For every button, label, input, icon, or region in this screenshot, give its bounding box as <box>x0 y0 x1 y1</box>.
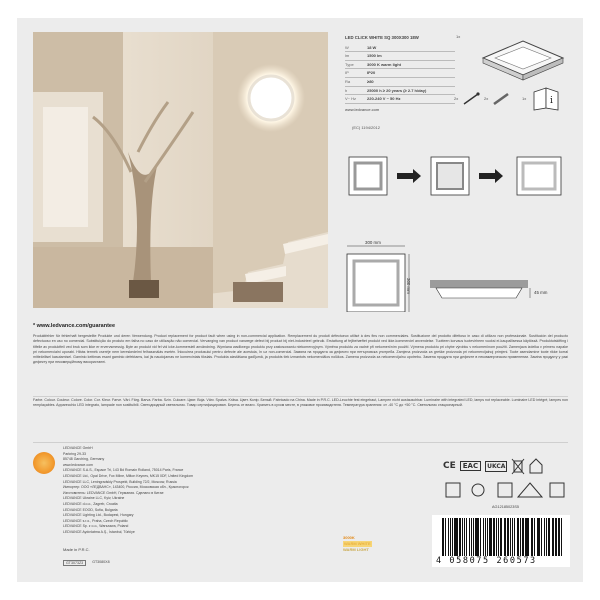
barcode-bar <box>514 518 515 556</box>
certification-marks <box>443 455 569 477</box>
spec-row-cri: Ra ≥80 <box>345 78 455 87</box>
box-main-qty: 1x <box>456 34 461 39</box>
barcode-bar <box>507 518 509 556</box>
interior-photo <box>33 32 328 308</box>
specs-url: www.ledvance.com <box>345 106 380 112</box>
ce-mark: CE <box>443 461 456 471</box>
symbol-icons-row <box>444 481 568 499</box>
barcode-bar <box>518 518 519 556</box>
barcode-bar <box>512 518 514 556</box>
svg-text:i: i <box>550 96 553 106</box>
barcode-bar <box>539 518 540 556</box>
spec-row-lifetime: h 25000 h ≥ 20 years (≥ 2.7 h/day) <box>345 87 455 96</box>
ledvance-logo-icon <box>33 452 55 474</box>
dim-depth: 45 mm <box>534 290 548 295</box>
plugs-qty: 2x <box>484 96 489 101</box>
accessories-row <box>452 88 568 112</box>
manual-qty: 1x <box>522 96 527 101</box>
barcode-bar <box>490 518 492 556</box>
barcode-bar <box>532 518 533 556</box>
code-boxed: GT3073Z3 <box>63 560 86 566</box>
divider <box>33 396 568 397</box>
barcode-bar <box>450 518 451 556</box>
screws-qty: 2x <box>454 96 459 101</box>
notice-paragraph: Produktfehler für fehlerhaft hergestellte Produkte und deren Verwendung. Product replacement for product fault when using in non-commercial application. Remplacement du produit défectueux utilisé à des fins non commerciales. Sostituzione del prodotto difettoso in caso di utilizzo non professionale. Sustitución del producto defectuoso en uso no comercial. Substituição do produto em falha no caso de utilização não comercial. Vervanging van product vanwege defect bij product bij niet-industrieel gebruik. Erstattung af fejlbehæftet produkt ved ikke-kommerciel anvendelse. Tuotteen korvaus tuotevirheen vuoksi ei-kaupallisessa käytössä. Produktutskifting i tilfelle av produktfeil ved bruk som ikke er ervervsmessig. Byte av produkt vid fel vid icke-kommersiell användning. Wymiana wadliwego produktu przy zastosowaniu niekomercyjnym. Výměna produktu za vadné při nekomerčním použití. Výmena produktu pri chybe výrobku v nekomerčnom použití. Zamenjava izdelka v primeru napake pri nekomercialni uporabi. Hibás termék cseréje nem kereskedelmi felhasználás esetén. Înlocuirea produsului pentru defecte ale acestuia, în uz non-comercial. Замяна на продукта за дефекти при нетърговска употреба. Zamjena proizvoda za greške proizvoda pri nekomercijalnoj primjeni. Toote asendamine toote rikke korral mitteärilisel kasutamisel. Gaminio keitimas esant gaminio defektams, kai jis naudojamas ne komerciniais tikslais. Produkta aizstāšana gadījumā, ja produkts tiek izmantots nekomerciālos nolūkos. Zamena proizvoda za nekomercijalnu upotrebu. Замена продукта при дефекте в некоммерческом применении. Заміна продукту у разі дефекту при некомерційному використанні. <box>33 334 568 365</box>
barcode-bar <box>452 518 453 556</box>
barcode-bar <box>553 518 554 556</box>
weee-bin-icon <box>511 457 525 475</box>
install-diagram <box>345 155 567 197</box>
made-in: Made in P.R.C. <box>63 547 90 552</box>
barcode-bar <box>478 518 479 556</box>
dim-height: 300 mm <box>406 278 411 294</box>
barcode-bar <box>457 518 458 556</box>
barcode-bar <box>534 518 536 556</box>
barcode-bar <box>487 518 488 556</box>
manual-info-icon <box>532 86 562 112</box>
barcode-bar <box>546 518 547 556</box>
barcode-bar <box>559 518 560 556</box>
barcode-bar <box>473 518 474 556</box>
guarantee-link[interactable]: * www.ledvance.com/guarantee <box>33 323 116 329</box>
screw-icon <box>462 92 480 106</box>
spec-row-type: Type 3000 K warm light <box>345 61 455 70</box>
barcode-bar <box>526 518 528 556</box>
spec-row-voltage: V~ Hz 220-240 V ~ 50 Hz <box>345 95 455 104</box>
barcode-bar <box>555 518 557 556</box>
spec-row-watt: W 18 W <box>345 44 455 53</box>
indoor-house-icon <box>529 457 543 475</box>
barcode-bar <box>548 518 550 556</box>
ean-number: 4 058075 260573 <box>436 556 537 566</box>
barcode-bar <box>459 518 461 556</box>
spec-row-lumen: lm 1500 lm <box>345 52 455 61</box>
wall-plug-icon <box>492 92 510 106</box>
company-addresses: LEDVANCE GmbH Parkring 29-33 85748 Garching, Germany www.ledvance.com LEDVANCE S.A.S., Espace Tri, 143 Bd Romain Rolland, 75014 Paris, France LEDVANCE Ltd., Opal Drive, Fox Milne, Milton Keynes, MK15 0DF, United Kingdom LEDVANCE LLC, Leningradskiy Prospekt, Building 72/2, Moscow, Russia Импортер: ООО «ЛЕДВАНС», 143400, Россия, Московская обл., Красногорск Изготовитель: LEDVANCE GmbH, Германия. Сделано в Китае LEDVANCE Ukraine LLC, Kyiv, Ukraine LEDVANCE d.o.o., Zagreb, Croatia LEDVANCE EOOD, Sofia, Bulgaria LEDVANCE Lighting Ltd., Budapest, Hungary LEDVANCE s.r.o., Praha, Czech Republic LEDVANCE Sp. z o.o., Warszawa, Poland LEDVANCE Aydınlatma A.Ş., İstanbul, Türkiye <box>63 446 194 534</box>
barcode-bar <box>466 518 468 556</box>
barcode-bar <box>541 518 542 556</box>
installation-steps <box>345 155 567 197</box>
barcode-bar <box>505 518 506 556</box>
barcode-bar <box>480 518 481 556</box>
barcode-bar <box>464 518 465 556</box>
product-name: LED CLICK WHITE SQ 300X300 18W <box>345 35 419 40</box>
profile-drawing <box>430 278 570 318</box>
code-plain: GT3080X8 <box>92 560 110 564</box>
erp-reference: (EC) 1194/2012 <box>352 125 380 130</box>
barcode-bars <box>442 518 564 556</box>
barcode-bar <box>520 518 521 556</box>
ukca-mark: UKCA <box>487 462 506 470</box>
divider <box>33 442 568 443</box>
dim-width: 300 mm <box>365 240 381 245</box>
side-profile-diagram <box>430 278 570 318</box>
barcode-bar <box>498 518 499 556</box>
barcode-bar <box>445 518 446 556</box>
barcode-bar <box>493 518 495 556</box>
barcode-bar <box>500 518 502 556</box>
barcode-bar <box>485 518 486 556</box>
eac-mark: EAC <box>460 461 481 471</box>
color-temperature-label: 3000K WARM WHITE WARM LIGHT <box>343 535 371 552</box>
article-code: AG12185023S5 <box>492 505 520 509</box>
barcode-bar <box>471 518 472 556</box>
ean-barcode <box>432 515 570 567</box>
production-codes <box>63 560 110 566</box>
spec-row-ip: IP IP20 <box>345 69 455 78</box>
barcode-bar <box>525 518 526 556</box>
barcode-bar <box>561 518 562 556</box>
staircase-scene-image <box>33 32 328 308</box>
barcode-bar <box>443 518 444 556</box>
colour-paragraph: Farbe. Colour. Couleur. Colore. Color. Cor. Kleur. Farve. Väri. Färg. Barva. Farba. Szín. Culoare. Цвят. Boja. Värv. Spalva. Krāsa. Цвет. Колір. Белый. Fabricado na China. Made in P.R.C. LED-Leuchte fest eingebaut, Lampen nicht austauschbar. Luminaire with integrated LED, lamps not replaceable. Luminaire LED intégré, lampes non remplaçables. Apparecchio LED integrato, lampade non sostituibili. Светодиодный светильник. Товар сертифицирован. Беречь от влаги. Хранить в сухом месте, в упаковке производителя. Температура хранения: от -40 °C до +50 °C. Светильник стационарный. <box>33 398 568 408</box>
spec-table <box>345 34 455 113</box>
